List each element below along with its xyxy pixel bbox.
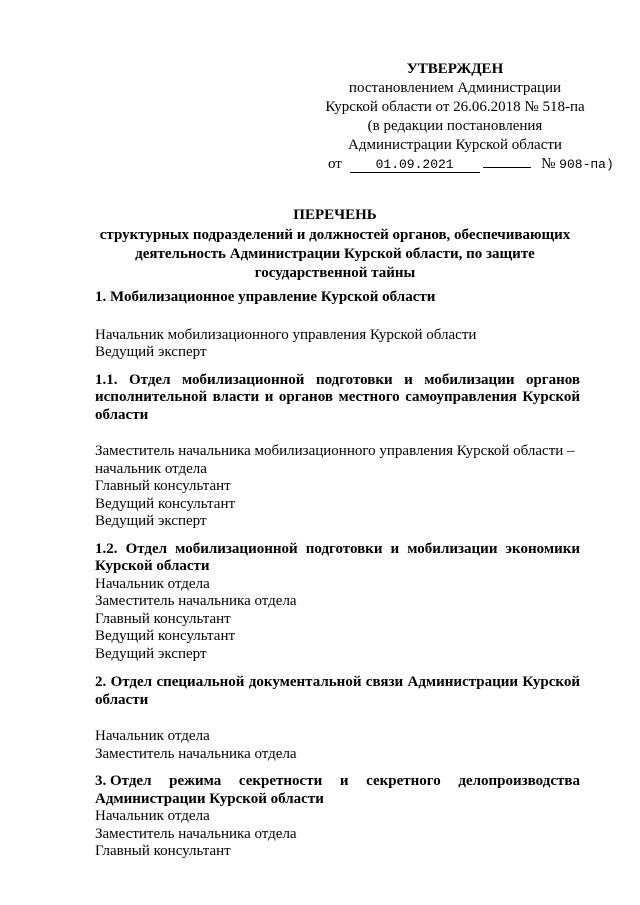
approval-block — [300, 60, 614, 174]
list-item: Заместитель начальника мобилизационного управления Курской области – — [95, 443, 575, 459]
approval-number-value: 908-па) — [559, 157, 614, 172]
title-sub-line: структурных подразделений и должностей органов, обеспечивающих — [99, 227, 571, 243]
title-sub-line: деятельность Администрации Курской области, по защите — [135, 246, 535, 262]
list-item: Главный консультант — [95, 843, 231, 859]
heading-word: режима — [169, 773, 222, 789]
heading-line: Курской области — [95, 558, 210, 574]
heading-line-justified: 1.2. Отдел мобилизационной подготовки и мобилизации экономики — [95, 540, 580, 557]
approval-heading: УТВЕРЖДЕН — [406, 61, 504, 77]
heading-word: секретности — [238, 773, 323, 789]
heading-word: и — [339, 773, 349, 789]
list-item: Ведущий консультант — [95, 495, 236, 512]
list-item: Заместитель начальника отдела — [95, 825, 297, 842]
approval-line-4: Администрации Курской области — [348, 137, 562, 153]
approval-line-3: (в редакции постановления — [367, 118, 543, 134]
title-sub-line: государственной тайны — [254, 265, 416, 281]
approval-date-value: 01.09.2021 — [350, 158, 480, 173]
heading-word: 3. Отдел — [95, 773, 152, 789]
heading-line-justified: 1.1. Отдел мобилизационной подготовки и мобилизации органов — [95, 371, 580, 388]
list-item: Начальник отдела — [95, 728, 210, 744]
list-item: Заместитель начальника отдела — [95, 593, 297, 609]
approval-line-2: Курской области от 26.06.2018 № 518-па — [325, 99, 585, 115]
list-item: начальник отдела — [95, 460, 207, 477]
number-prefix: № — [541, 156, 556, 172]
document-body — [95, 289, 580, 861]
heading-word: секретного — [366, 773, 441, 789]
list-item: Главный консультант — [95, 610, 231, 627]
heading-line-justified: исполнительной власти и органов местного самоуправления Курской — [95, 389, 580, 405]
approval-date-line — [300, 155, 614, 174]
heading-word: делопроизводства — [458, 773, 580, 789]
approval-line-1: постановлением Администрации — [348, 80, 562, 96]
date-prefix: от — [328, 156, 342, 172]
heading-line: области — [95, 406, 149, 423]
list-item: Ведущий эксперт — [95, 513, 207, 529]
heading-line-justified: 2. Отдел специальной документальной связи Администрации Курской — [95, 674, 580, 690]
heading-line-spread — [95, 773, 580, 791]
list-item: Ведущий эксперт — [95, 645, 207, 662]
document-title — [90, 206, 580, 283]
section-heading-2 — [95, 674, 580, 709]
section-heading-1: 1. Мобилизационное управление Курской области — [95, 289, 436, 305]
list-item: Начальник отдела — [95, 808, 210, 824]
list-item: Главный консультант — [95, 478, 231, 494]
list-item: Ведущий эксперт — [95, 344, 207, 360]
list-item: Заместитель начальника отдела — [95, 745, 297, 762]
section-heading-1-2 — [95, 541, 580, 576]
date-underline — [483, 167, 531, 168]
list-item: Начальник отдела — [95, 575, 210, 592]
list-item: Начальник мобилизационного управления Курской области — [95, 326, 477, 343]
title-main: ПЕРЕЧЕНЬ — [293, 207, 377, 223]
heading-line: Администрации Курской области — [95, 790, 324, 807]
heading-line: области — [95, 691, 149, 708]
list-item: Ведущий консультант — [95, 628, 236, 644]
section-heading-3 — [95, 773, 580, 808]
section-heading-1-1 — [95, 372, 580, 425]
